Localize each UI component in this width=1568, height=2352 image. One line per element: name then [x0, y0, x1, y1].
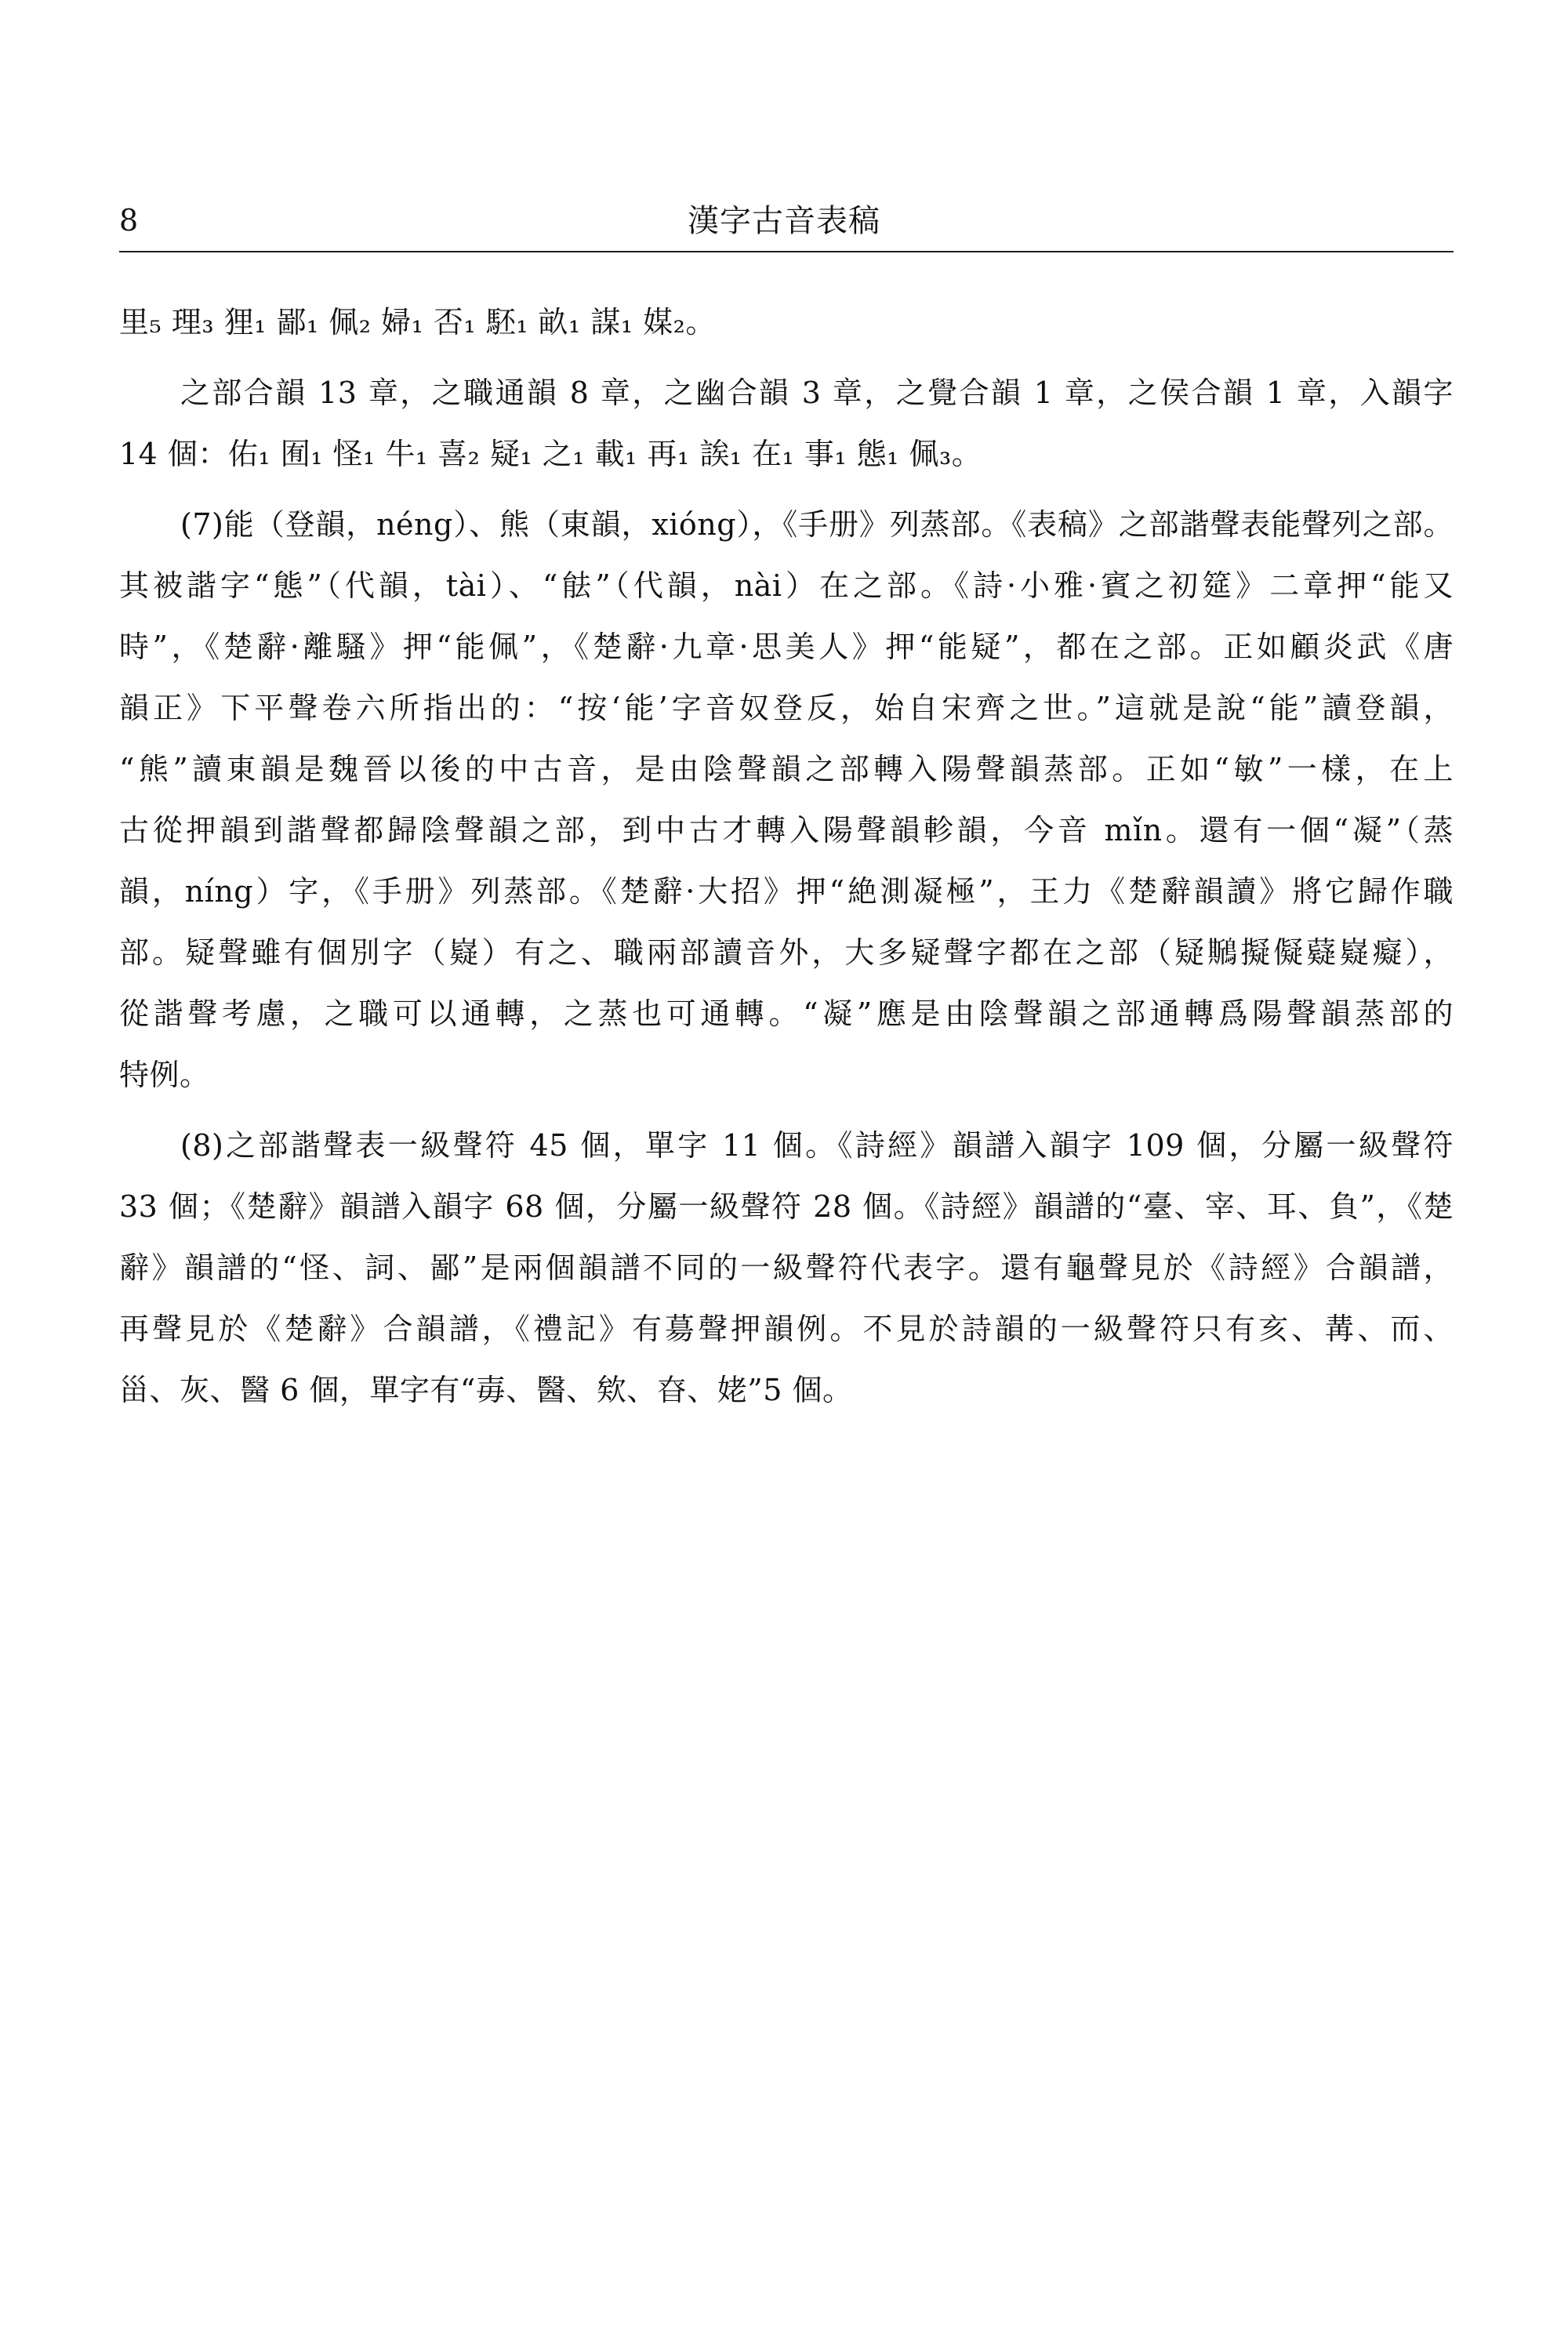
text-line: 14 個：佑₁ 囿₁ 怪₁ 牛₁ 喜₂ 疑₁ 之₁ 載₁ 再₁ 誒₁ 在₁ 事₁ 態₁ 佩₃。: [119, 437, 982, 471]
text-line: 其被諧字“態”（代韻，tài）、“䏻”（代韻，nài）在之部。《詩·小雅·賓之初筵》二章押“能又: [119, 568, 1454, 603]
text-line: (8)之部諧聲表一級聲符 45 個，單字 11 個。《詩經》韻譜入韻字 109 個，分屬一級聲符: [180, 1128, 1454, 1163]
text-line: 特例。: [119, 1058, 210, 1092]
running-title: 漢字古音表稿: [688, 203, 880, 239]
paragraph: [119, 362, 1454, 485]
text-line: 甾、灰、醫 6 個，單字有“毐、醫、欸、昚、姥”5 個。: [119, 1373, 853, 1407]
page-number: 8: [119, 203, 139, 238]
header-rule: [119, 251, 1454, 252]
paragraph: [119, 292, 1454, 353]
paragraph: [119, 1115, 1454, 1421]
text-line: “熊”讀東韻是魏晉以後的中古音，是由陰聲韻之部轉入陽聲韻蒸部。正如“敏”一樣，在上: [119, 752, 1454, 786]
text-line: 從諧聲考慮，之職可以通轉，之蒸也可通轉。“凝”應是由陰聲韻之部通轉爲陽聲韻蒸部的: [119, 996, 1454, 1031]
text-line: 古從押韻到諧聲都歸陰聲韻之部，到中古才轉入陽聲韻軫韻，今音 mǐn。還有一個“凝”（蒸: [119, 813, 1454, 848]
paragraph: [119, 494, 1454, 1105]
text-line: 辭》韻譜的“怪、詞、鄙”是兩個韻譜不同的一級聲符代表字。還有龜聲見於《詩經》合韻譜，: [119, 1250, 1454, 1285]
text-line: 里₅ 理₃ 狸₁ 鄙₁ 佩₂ 婦₁ 否₁ 駓₁ 畝₁ 謀₁ 媒₂。: [119, 305, 716, 339]
text-line: 時”，《楚辭·離騷》押“能佩”，《楚辭·九章·思美人》押“能疑”，都在之部。正如顧炎武《唐: [119, 630, 1454, 664]
text-line: 之部合韻 13 章，之職通韻 8 章，之幽合韻 3 章，之覺合韻 1 章，之侯合韻 1 章，入韻字: [180, 376, 1454, 410]
body-text: [119, 292, 1454, 1421]
text-line: 再聲見於《楚辭》合韻譜，《禮記》有𦳝聲押韻例。不見於詩韻的一級聲符只有亥、冓、而、: [119, 1312, 1454, 1346]
text-line: 韻，níng）字，《手册》列蒸部。《楚辭·大招》押“絶測凝極”，王力《楚辭韻讀》將它歸作職: [119, 874, 1454, 909]
text-line: 33 個；《楚辭》韻譜入韻字 68 個，分屬一級聲符 28 個。《詩經》韻譜的“臺、宰、耳、負”，《楚: [119, 1189, 1454, 1224]
text-line: 韻正》下平聲卷六所指出的：“按‘能’字音奴登反，始自宋齊之世。”這就是說“能”讀登韻，: [119, 691, 1454, 725]
text-line: 部。疑聲雖有個別字（嶷）有之、職兩部讀音外，大多疑聲字都在之部（疑𪆁擬儗薿嶷癡），: [119, 935, 1454, 970]
text-line: (7)能（登韻，néng）、熊（東韻，xióng），《手册》列蒸部。《表稿》之部諧聲表能聲列之部。: [180, 507, 1454, 542]
